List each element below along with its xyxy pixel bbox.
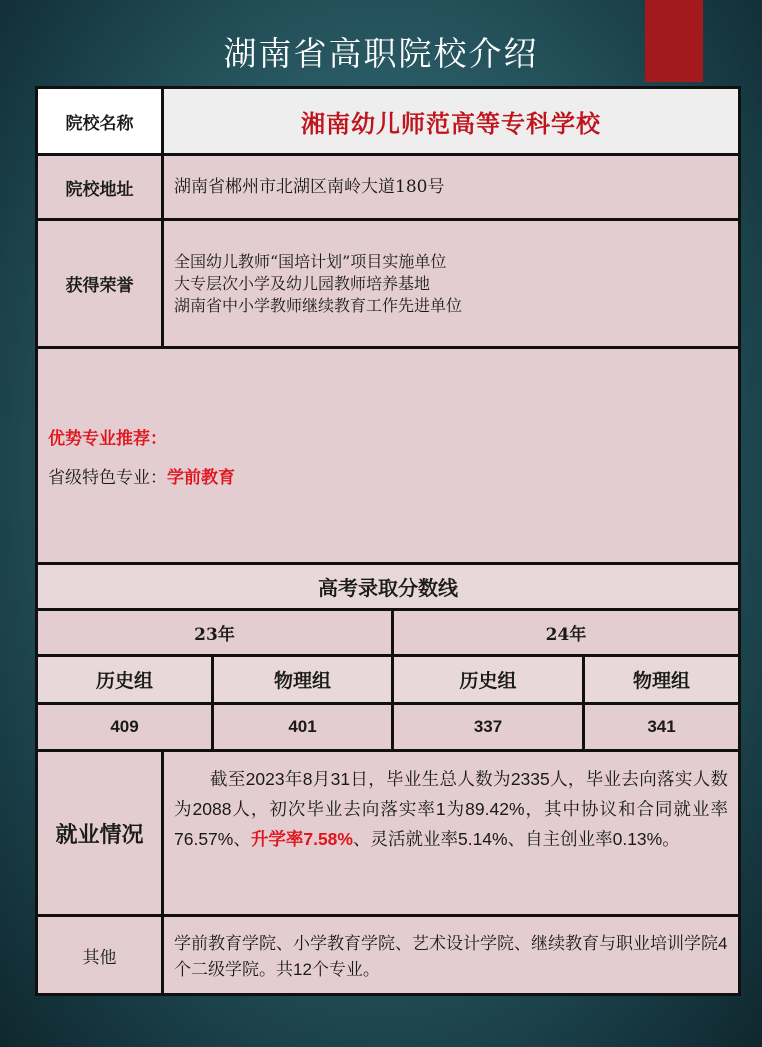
other-text: 学前教育学院、小学教育学院、艺术设计学院、继续教育与职业培训学院4个二级学院。共12个专业。	[164, 917, 738, 993]
advantage-prefix: 省级特色专业：	[48, 467, 167, 488]
employment-highlight: 升学率7.58%	[250, 829, 353, 849]
group-history-24: 历史组	[394, 657, 582, 702]
school-name-label: 院校名称	[38, 89, 161, 153]
employment-label: 就业情况	[38, 752, 161, 914]
advantage-title: 优势专业推荐：	[48, 428, 167, 449]
advantage-major: 学前教育	[167, 467, 235, 488]
info-table	[35, 86, 741, 996]
other-label: 其他	[38, 917, 161, 993]
honors-label: 获得荣誉	[38, 221, 161, 346]
group-history-23: 历史组	[38, 657, 211, 702]
score-table-title: 高考录取分数线	[38, 565, 738, 608]
advantage-section	[38, 349, 738, 562]
score-physics-24: 341	[585, 705, 738, 749]
page-title: 湖南省高职院校介绍	[223, 34, 539, 73]
address-label: 院校地址	[38, 156, 161, 218]
honor-item: 湖南省中小学教师继续教育工作先进单位	[174, 295, 463, 315]
school-name-cell	[164, 89, 738, 153]
score-physics-23: 401	[214, 705, 391, 749]
score-history-24: 337	[394, 705, 582, 749]
group-physics-24: 物理组	[585, 657, 738, 702]
school-name: 湘南幼儿师范高等专科学校	[301, 108, 601, 138]
honor-item: 大专层次小学及幼儿园教师培养基地	[174, 273, 431, 293]
year-24-header: 24年	[394, 611, 738, 654]
advantage-line	[48, 463, 235, 488]
honor-item: 全国幼儿教师“国培计划”项目实施单位	[174, 251, 447, 271]
year-23-header: 23年	[38, 611, 391, 654]
score-history-23: 409	[38, 705, 211, 749]
employment-text	[164, 752, 738, 914]
group-physics-23: 物理组	[214, 657, 391, 702]
honors-list	[164, 221, 738, 346]
address-value: 湖南省郴州市北湖区南岭大道180号	[164, 156, 738, 218]
employment-text-after: 、灵活就业率5.14%、自主创业率0.13%。	[352, 829, 680, 849]
employment-text-before: 截至2023年8月31日，毕业生总人数为2335人，毕业去向落实人数为2088人，初次毕业去向落实率1为89.42%，其中协议和合同就业率76.57%、	[174, 769, 728, 849]
